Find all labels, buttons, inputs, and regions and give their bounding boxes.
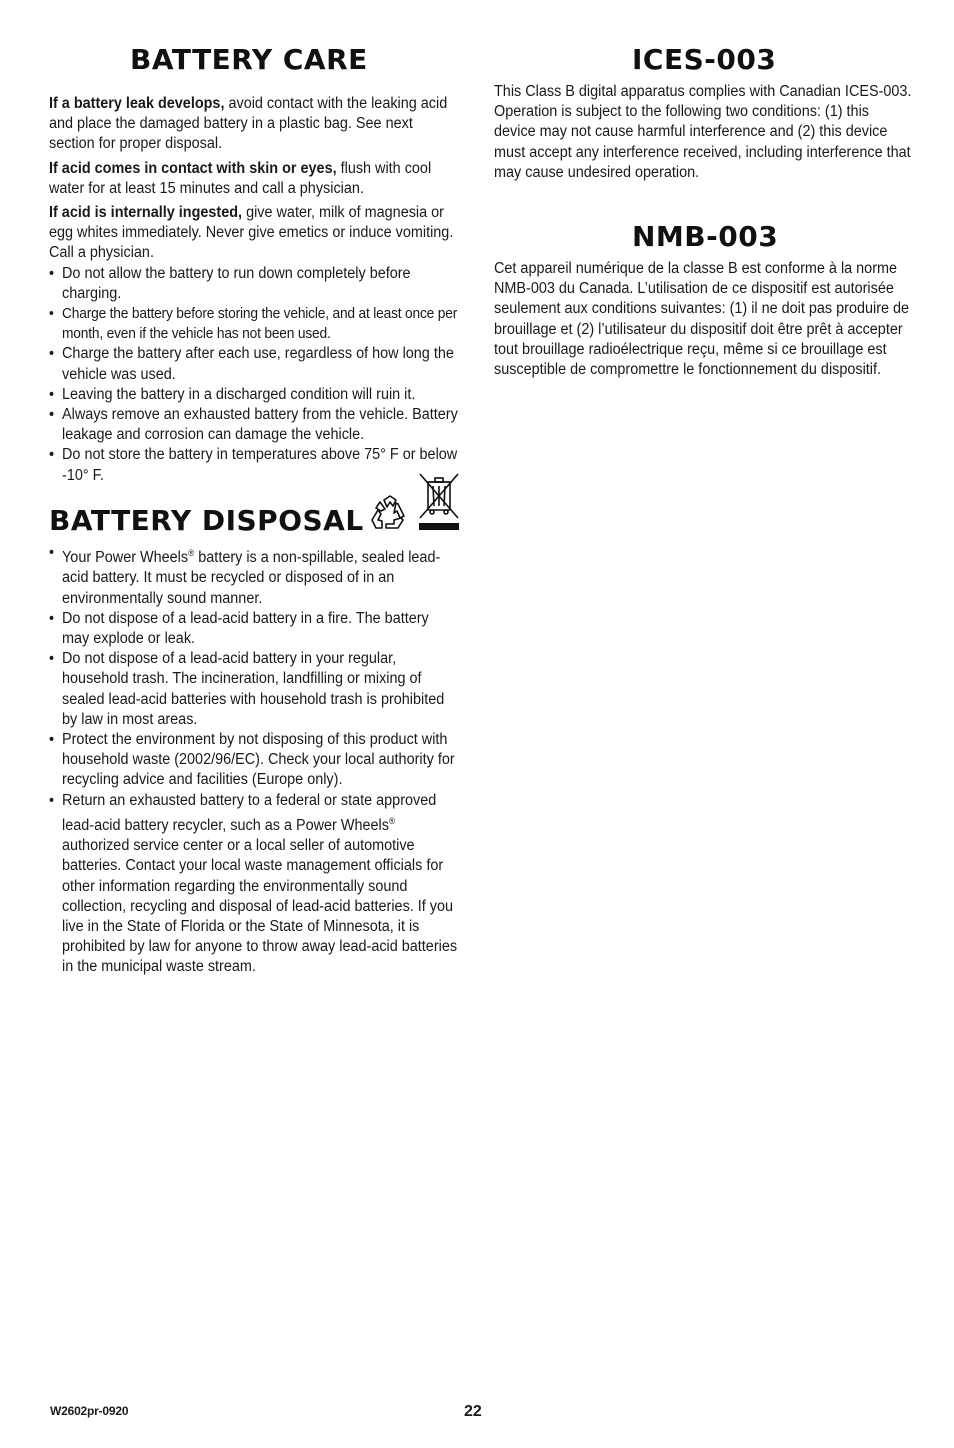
list-item: • Always remove an exhausted battery from the vehicle. Battery leakage and corrosion can damage the vehicle. [49,405,458,445]
list-item: • Protect the environment by not disposing of this product with household waste (2002/96/EC). Check your local authority for recycling advice and facilities (Europe only). [49,730,458,791]
nmb-title: NMB-003 [632,220,779,253]
battery-disposal-list [49,543,458,978]
list-item: • Leaving the battery in a discharged condition will ruin it. [49,385,458,405]
list-item: • Do not dispose of a lead-acid battery in a fire. The battery may explode or leak. [49,609,458,649]
list-item: • Charge the battery before storing the vehicle, and at least once per month, even if the vehicle has not been used. [49,304,458,344]
list-item: • Your Power Wheels® battery is a non-spillable, sealed lead-acid battery. It must be recycled or disposed of in an environmentally sound manner. [49,543,458,609]
list-item: • Charge the battery after each use, regardless of how long the vehicle was used. [49,344,458,384]
skin-paragraph: If acid comes in contact with skin or eyes, flush with cool water for at least 15 minutes and call a physician. [49,159,432,197]
battery-care-list [49,264,458,486]
battery-care-title: BATTERY CARE [130,43,368,76]
recycle-icon [370,494,410,537]
page-number: 22 [464,1403,482,1420]
ices-body: This Class B digital apparatus complies with Canadian ICES-003. Operation is subject to the following two conditions: (1) this device may not cause harmful interference and (2) this device must accept any interference received, including interference that may cause undesired operation. [494,83,912,181]
list-item: • Return an exhausted battery to a federal or state approved lead-acid battery recycler, such as a Power Wheels® authorized service center or a local seller of automotive batteries. Contact your local waste management officials for other information regarding the environmentally sound collection, recycling and disposal of lead-acid batteries. If you live in the State of Florida or the State of Minnesota, it is prohibited by law for anyone to throw away lead-acid batteries in the municipal waste stream. [49,791,458,978]
document-code: W2602pr-0920 [50,1404,129,1418]
leak-paragraph: If a battery leak develops, avoid contact with the leaking acid and place the damaged battery in a plastic bag. See next section for proper disposal. [49,95,448,153]
list-item: • Do not dispose of a lead-acid battery in your regular, household trash. The incineration, landfilling or mixing of sealed lead-acid batteries with household trash is prohibited by law in most areas. [49,649,458,730]
list-item: • Do not store the battery in temperatures above 75° F or below -10° F. [49,445,458,485]
nmb-body: Cet appareil numérique de la classe B est conforme à la norme NMB-003 du Canada. L’utilisation de ce dispositif est autorisée seulement aux conditions suivantes: (1) il ne doit pas produire de brouillage et (2) l’utilisateur du dispositif doit être prêt à accepter tout brouillage radioélectrique reçu, même si ce brouillage est susceptible de compromettre le fonctionnement du dispositif. [494,260,910,379]
battery-disposal-title: BATTERY DISPOSAL [49,504,364,537]
battery-disposal-body [49,543,458,978]
battery-disposal-header [49,472,460,537]
disposal-icons [370,472,460,537]
crossed-out-bin-icon [418,472,460,537]
list-item: • Do not allow the battery to run down completely before charging. [49,264,458,304]
battery-care-body [49,94,458,486]
ices-title: ICES-003 [632,43,777,76]
ingested-paragraph: If acid is internally ingested, give water, milk of magnesia or egg whites immediately. Never give emetics or induce vomiting. Call a physician. [49,204,454,262]
